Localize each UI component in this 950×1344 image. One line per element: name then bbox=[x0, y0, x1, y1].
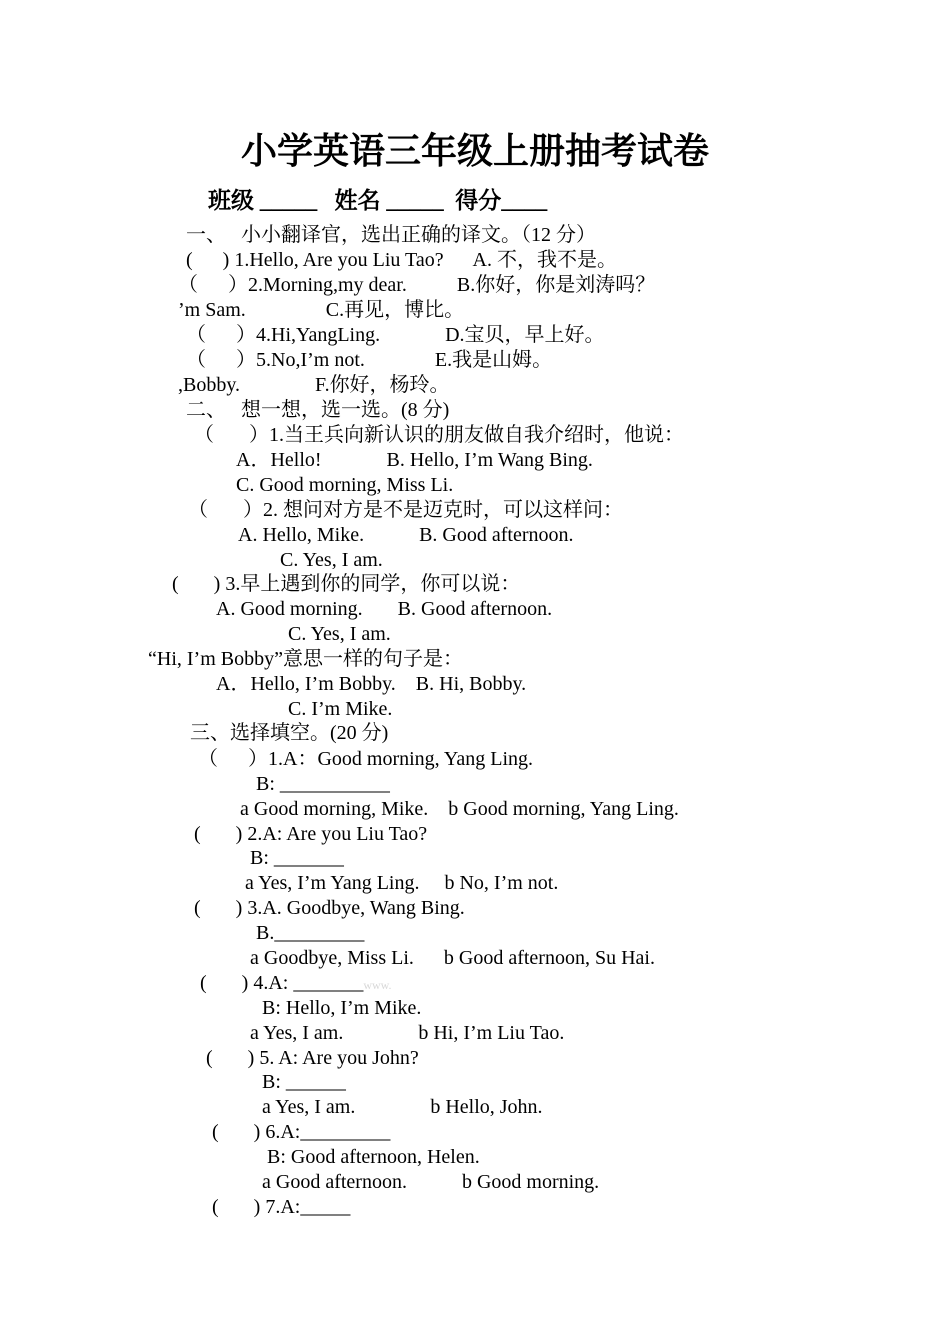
exam-title: 小学英语三年级上册抽考试卷 bbox=[240, 131, 709, 171]
answer-options: a Yes, I’m Yang Ling. b No, I’m not. bbox=[245, 872, 559, 894]
answer-blank: B: ___________ bbox=[256, 773, 390, 795]
question-stem: （ ）1.当王兵向新认识的朋友做自我介绍时，他说： bbox=[194, 424, 684, 446]
answer-blank: B: Hello, I’m Mike. bbox=[262, 997, 422, 1019]
answer-options: a Goodbye, Miss Li. b Good afternoon, Su Hai. bbox=[250, 947, 655, 969]
translation-item: （ ）5.No,I’m not. E.我是山姆。 bbox=[186, 349, 553, 371]
section-3-heading: 三、选择填空。(20 分) bbox=[190, 722, 389, 744]
watermark: www. bbox=[363, 978, 392, 992]
answer-options: a Good afternoon. b Good morning. bbox=[262, 1171, 600, 1193]
question-stem: “Hi, I’m Bobby”意思一样的句子是： bbox=[148, 648, 463, 670]
question-stem: ( ) 2.A: Are you Liu Tao? bbox=[194, 823, 428, 845]
question-stem-text: ( ) 4.A: _______ bbox=[200, 972, 364, 994]
answer-blank: B: _______ bbox=[250, 847, 344, 869]
answer-blank: B: ______ bbox=[262, 1071, 346, 1093]
question-stem: （ ）1.A：Good morning, Yang Ling. bbox=[198, 748, 534, 770]
question-stem: ( ) 3.A. Goodbye, Wang Bing. bbox=[194, 897, 465, 919]
answer-options: A. Hello, Mike. B. Good afternoon. bbox=[238, 524, 574, 546]
translation-item: ,Bobby. F.你好，杨玲。 bbox=[178, 374, 450, 396]
student-info-line: 班级 _____ 姓名 _____ 得分____ bbox=[208, 188, 548, 213]
answer-options: A．Hello! B. Hello, I’m Wang Bing. bbox=[236, 449, 593, 471]
answer-options: C. Yes, I am. bbox=[288, 623, 391, 645]
question-stem: （ ）2. 想问对方是不是迈克时，可以这样问： bbox=[188, 499, 623, 521]
question-stem: ( ) 3.早上遇到你的同学，你可以说： bbox=[172, 573, 521, 595]
section-2-heading: 二、 想一想，选一选。(8 分) bbox=[186, 399, 450, 421]
question-stem: ( ) 5. A: Are you John? bbox=[206, 1047, 419, 1069]
answer-options: A．Hello, I’m Bobby. B. Hi, Bobby. bbox=[216, 673, 527, 695]
question-stem: ( ) 7.A:_____ bbox=[212, 1196, 351, 1218]
answer-blank: B: Good afternoon, Helen. bbox=[267, 1146, 480, 1168]
answer-options: C. Good morning, Miss Li. bbox=[236, 474, 454, 496]
answer-options: C. I’m Mike. bbox=[288, 698, 393, 720]
translation-item: （ ）4.Hi,YangLing. D.宝贝，早上好。 bbox=[186, 324, 605, 346]
translation-item: （ ）2.Morning,my dear. B.你好，你是刘涛吗？ bbox=[178, 274, 656, 296]
question-stem: ( ) 6.A:_________ bbox=[212, 1121, 391, 1143]
translation-item: ( ) 1.Hello, Are you Liu Tao? A. 不，我不是。 bbox=[186, 249, 617, 271]
answer-options: a Yes, I am. b Hi, I’m Liu Tao. bbox=[250, 1022, 565, 1044]
question-stem bbox=[200, 971, 392, 998]
translation-item: ’m Sam. C.再见，博比。 bbox=[178, 299, 465, 321]
answer-blank: B._________ bbox=[256, 922, 365, 944]
answer-options: C. Yes, I am. bbox=[280, 549, 383, 571]
answer-options: a Yes, I am. b Hello, John. bbox=[262, 1096, 543, 1118]
answer-options: a Good morning, Mike. b Good morning, Yang Ling. bbox=[240, 798, 679, 820]
section-1-heading: 一、 小小翻译官，选出正确的译文。（12 分） bbox=[186, 224, 596, 246]
answer-options: A. Good morning. B. Good afternoon. bbox=[216, 598, 553, 620]
